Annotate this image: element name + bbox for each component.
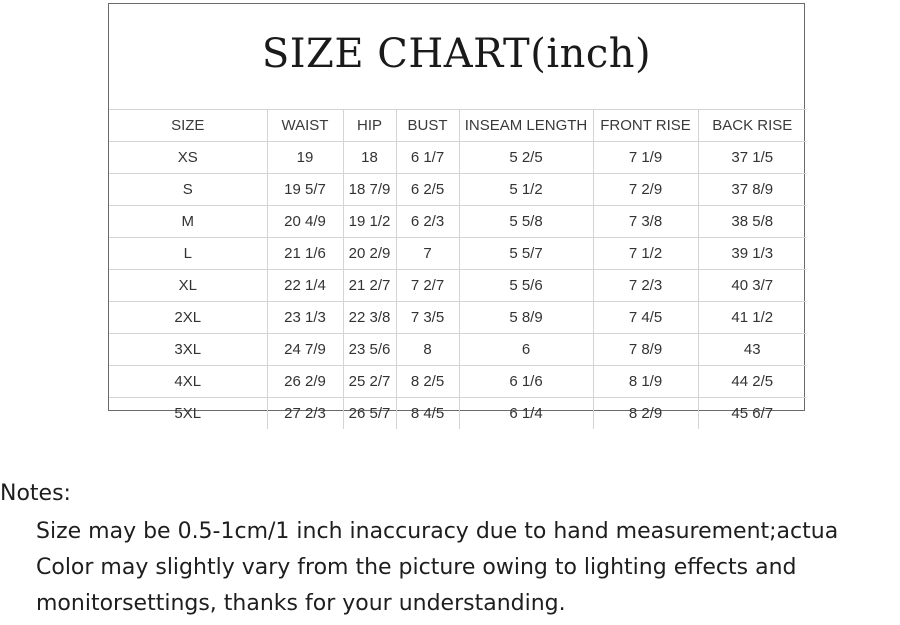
measurement-cell: 22 1/4 [267,270,343,302]
chart-title: SIZE CHART(inch) [261,31,652,77]
measurement-cell: 8 [396,334,459,366]
measurement-cell: 19 [267,142,343,174]
measurement-cell: 21 2/7 [343,270,396,302]
measurement-cell: 24 7/9 [267,334,343,366]
size-label-cell: M [109,206,267,238]
measurement-cell: 19 5/7 [267,174,343,206]
measurement-cell: 37 1/5 [698,142,806,174]
measurement-cell: 8 2/9 [593,398,698,430]
size-label-cell: XL [109,270,267,302]
column-header: WAIST [267,110,343,142]
measurement-cell: 19 1/2 [343,206,396,238]
size-label-cell: S [109,174,267,206]
measurement-cell: 25 2/7 [343,366,396,398]
notes-section [0,474,900,622]
size-table [109,109,806,429]
measurement-cell: 6 1/4 [459,398,593,430]
column-header: BUST [396,110,459,142]
measurement-cell: 22 3/8 [343,302,396,334]
measurement-cell: 8 2/5 [396,366,459,398]
table-row [109,270,806,302]
measurement-cell: 7 8/9 [593,334,698,366]
notes-line: Size may be 0.5-1cm/1 inch inaccuracy due to hand measurement;actua [36,519,839,544]
measurement-cell: 5 5/6 [459,270,593,302]
table-row [109,238,806,270]
measurement-cell: 5 5/7 [459,238,593,270]
measurement-cell: 40 3/7 [698,270,806,302]
measurement-cell: 21 1/6 [267,238,343,270]
measurement-cell: 18 [343,142,396,174]
measurement-cell: 41 1/2 [698,302,806,334]
measurement-cell: 7 3/8 [593,206,698,238]
measurement-cell: 6 [459,334,593,366]
measurement-cell: 7 2/7 [396,270,459,302]
measurement-cell: 6 1/7 [396,142,459,174]
measurement-cell: 38 5/8 [698,206,806,238]
measurement-cell: 26 2/9 [267,366,343,398]
size-label-cell: 2XL [109,302,267,334]
measurement-cell: 7 1/9 [593,142,698,174]
measurement-cell: 7 4/5 [593,302,698,334]
measurement-cell: 44 2/5 [698,366,806,398]
measurement-cell: 7 2/9 [593,174,698,206]
table-row [109,398,806,430]
column-header: FRONT RISE [593,110,698,142]
column-header: BACK RISE [698,110,806,142]
measurement-cell: 5 8/9 [459,302,593,334]
column-header: HIP [343,110,396,142]
size-label-cell: L [109,238,267,270]
measurement-cell: 5 5/8 [459,206,593,238]
measurement-cell: 6 1/6 [459,366,593,398]
size-table-body [109,142,806,430]
table-row [109,174,806,206]
size-chart [108,3,805,422]
table-row [109,334,806,366]
measurement-cell: 45 6/7 [698,398,806,430]
notes-line: monitorsettings, thanks for your understanding. [36,591,566,616]
measurement-cell: 6 2/5 [396,174,459,206]
measurement-cell: 26 5/7 [343,398,396,430]
size-table-header [109,110,806,142]
measurement-cell: 37 8/9 [698,174,806,206]
measurement-cell: 27 2/3 [267,398,343,430]
measurement-cell: 6 2/3 [396,206,459,238]
measurement-cell: 8 4/5 [396,398,459,430]
measurement-cell: 7 [396,238,459,270]
size-label-cell: 3XL [109,334,267,366]
measurement-cell: 7 3/5 [396,302,459,334]
measurement-cell: 23 5/6 [343,334,396,366]
size-label-cell: 4XL [109,366,267,398]
table-row [109,366,806,398]
size-label-cell: 5XL [109,398,267,430]
size-label-cell: XS [109,142,267,174]
table-row [109,302,806,334]
measurement-cell: 39 1/3 [698,238,806,270]
measurement-cell: 23 1/3 [267,302,343,334]
header-row [109,110,806,142]
measurement-cell: 18 7/9 [343,174,396,206]
column-header: INSEAM LENGTH [459,110,593,142]
measurement-cell: 43 [698,334,806,366]
measurement-cell: 7 1/2 [593,238,698,270]
measurement-cell: 20 2/9 [343,238,396,270]
measurement-cell: 20 4/9 [267,206,343,238]
column-header: SIZE [109,110,267,142]
measurement-cell: 7 2/3 [593,270,698,302]
measurement-cell: 5 2/5 [459,142,593,174]
notes-heading: Notes: [0,481,71,506]
table-row [109,142,806,174]
notes-line: Color may slightly vary from the picture owing to lighting effects and [36,555,797,580]
table-row [109,206,806,238]
measurement-cell: 8 1/9 [593,366,698,398]
measurement-cell: 5 1/2 [459,174,593,206]
